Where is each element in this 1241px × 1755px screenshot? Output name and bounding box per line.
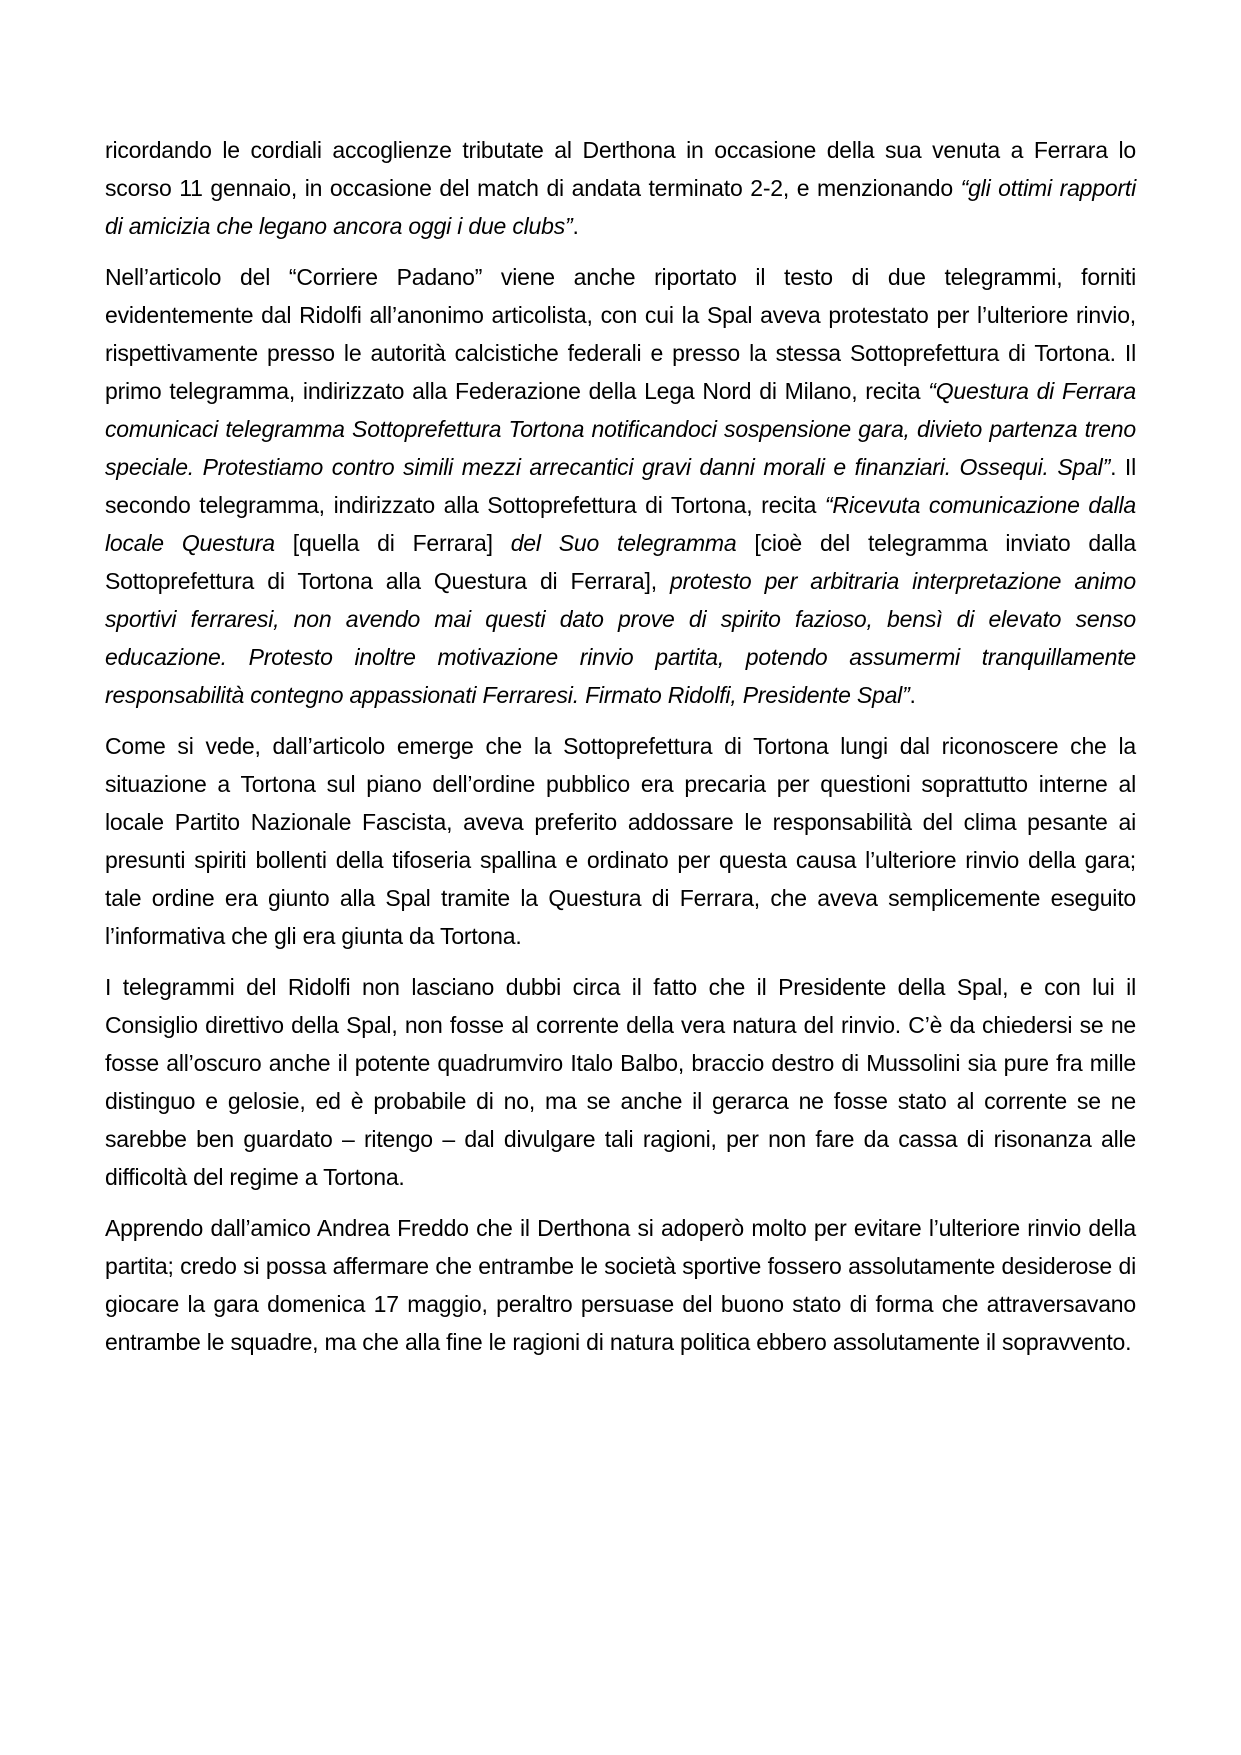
document-body — [105, 131, 1136, 1361]
text-run: ricordando le cordiali accoglienze tributate al Derthona in occasione della sua venuta a Ferrara lo scorso 11 gennaio, in occasione del match di andata terminato 2-2, e menzionando — [105, 137, 1136, 201]
italic-text-run: protesto per arbitraria interpretazione animo sportivi ferraresi, non avendo mai questi dato prove di spirito fazioso, bensì di elevato senso educazione. Protesto inoltre motivazione rinvio partita, potendo assumermi tranquillamente responsabilità contegno appassionati Ferraresi. Firmato Ridolfi, Presidente Spal” — [105, 568, 1136, 708]
text-run: Nell’articolo del “Corriere Padano” viene anche riportato il testo di due telegrammi, forniti evidentemente dal Ridolfi all’anonimo articolista, con cui la Spal aveva protestato per l’ulteriore rinvio, rispettivamente presso le autorità calcistiche federali e presso la stessa Sottoprefettura di Tortona. Il primo telegramma, indirizzato alla Federazione della Lega Nord di Milano, recita — [105, 264, 1136, 404]
italic-text-run: “Questura di Ferrara comunicaci telegramma Sottoprefettura Tortona notificandoci sospensione gara, divieto partenza treno speciale. Protestiamo contro simili mezzi arrecantici gravi danni morali e finanziari. Ossequi. Spal” — [105, 378, 1136, 480]
text-run: Come si vede, dall’articolo emerge che la Sottoprefettura di Tortona lungi dal riconoscere che la situazione a Tortona sul piano dell’ordine pubblico era precaria per questioni soprattutto interne al locale Partito Nazionale Fascista, aveva preferito addossare le responsabilità del clima pesante ai presunti spiriti bollenti della tifoseria spallina e ordinato per questa causa l’ulteriore rinvio della gara; tale ordine era giunto alla Spal tramite la Questura di Ferrara, che aveva semplicemente eseguito l’informativa che gli era giunta da Tortona. — [105, 733, 1136, 949]
text-run: I telegrammi del Ridolfi non lasciano dubbi circa il fatto che il Presidente della Spal, e con lui il Consiglio direttivo della Spal, non fosse al corrente della vera natura del rinvio. C’è da chiedersi se ne fosse all’oscuro anche il potente quadrumviro Italo Balbo, braccio destro di Mussolini sia pure fra mille distinguo e gelosie, ed è probabile di no, ma se anche il gerarca ne fosse stato al corrente se ne sarebbe ben guardato – ritengo – dal divulgare tali ragioni, per non fare da cassa di risonanza alle difficoltà del regime a Tortona. — [105, 974, 1136, 1190]
text-run: [quella di Ferrara] — [292, 530, 511, 556]
text-run: . — [909, 682, 916, 708]
paragraph — [105, 131, 1136, 245]
paragraph — [105, 1209, 1136, 1361]
italic-text-run: del Suo telegramma — [510, 530, 755, 556]
italic-text-run: “gli ottimi rapporti di amicizia che legano ancora oggi i due clubs” — [105, 175, 1137, 239]
paragraph — [105, 968, 1136, 1196]
paragraph — [105, 258, 1136, 714]
text-run: [cioè del telegramma inviato dalla Sottoprefettura di Tortona alla Questura di Ferrara], — [105, 530, 1136, 594]
italic-text-run: “Ricevuta comunicazione dalla locale Questura — [105, 492, 1137, 556]
text-run: . Il secondo telegramma, indirizzato alla Sottoprefettura di Tortona, recita — [105, 454, 1136, 518]
text-run: . — [572, 213, 579, 239]
text-run: Apprendo dall’amico Andrea Freddo che il Derthona si adoperò molto per evitare l’ulteriore rinvio della partita; credo si possa affermare che entrambe le società sportive fossero assolutamente desiderose di giocare la gara domenica 17 maggio, peraltro persuase del buono stato di forma che attraversavano entrambe le squadre, ma che alla fine le ragioni di natura politica ebbero assolutamente il sopravvento. — [105, 1215, 1136, 1355]
paragraph — [105, 727, 1136, 955]
